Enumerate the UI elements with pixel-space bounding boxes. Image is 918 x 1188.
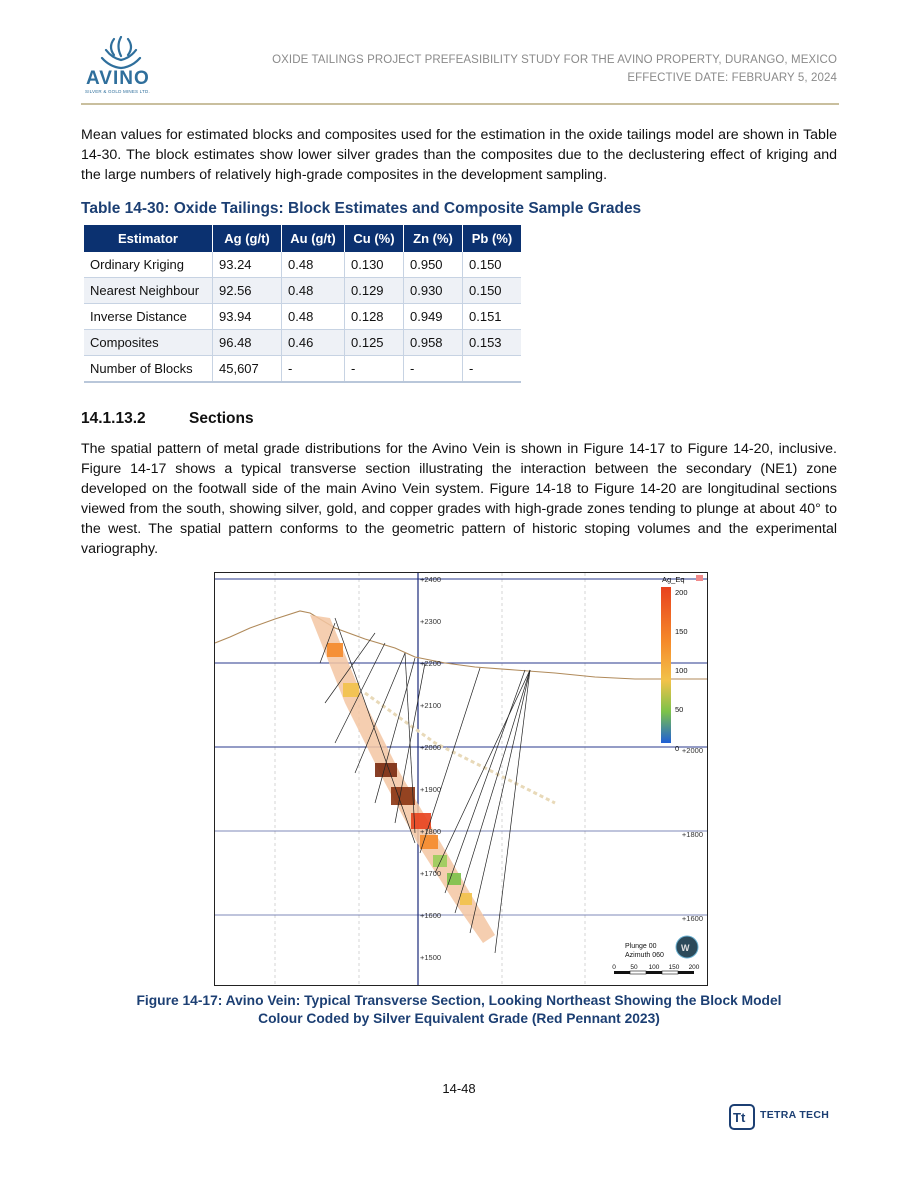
legend-ticks [675,588,688,753]
col-header-cu: Cu (%) [345,225,404,252]
table-cell: 93.94 [213,304,282,330]
table-cell: 0.125 [345,330,404,356]
grades-table [84,225,521,383]
tetra-tech-logo-icon [729,1104,755,1130]
scale-bar [614,971,694,974]
legend-tick-label: 100 [675,666,688,675]
scale-tick-label: 150 [668,964,680,971]
scale-tick-label: 100 [648,964,660,971]
intro-paragraph: Mean values for estimated blocks and composites used for the estimation in the oxide tailings model are shown in Table 14-30. The block estimates show lower silver grades than the composites due to the declustering effect of kriging and the large numbers of relatively high-grade composites in the development sampling. [81,127,837,183]
table-cell: - [463,356,522,383]
elevation-label: +2400 [420,575,442,584]
section-title: Sections [189,410,254,427]
col-header-pb: Pb (%) [463,225,522,252]
legend-tick-label: 200 [675,588,688,597]
table-cell: 0.129 [345,278,404,304]
table-row [84,330,521,356]
elevation-label: +1800 [420,827,442,836]
table-cell: Composites [84,330,213,356]
cross-section-svg [215,573,707,985]
elevation-label: +1900 [420,785,442,794]
section-number: 14.1.13.2 [81,410,146,427]
table-cell: 0.48 [282,304,345,330]
table-cell: Number of Blocks [84,356,213,383]
svg-text:Tt: Tt [733,1110,746,1125]
table-cell: - [404,356,463,383]
table-cell: 92.56 [213,278,282,304]
header-rule [81,103,839,105]
section-paragraph: The spatial pattern of metal grade distributions for the Avino Vein is shown in Figure 14-17 to Figure 14-20, inclusive. Figure 14-17 shows a typical transverse section illustrating the interaction between the secondary (NE1) zone developed on the footwall side of the main Avino Vein system. Figure 14-18 to Figure 14-20 are longitudinal sections viewed from the south, showing silver, gold, and copper grades with high-grade zones tending to plunge at about 40° to the west. The spatial pattern conforms to the geometric pattern of historic stoping volumes and the experimental variography. [81,441,837,557]
legend-title: Ag_Eq [662,575,685,584]
scale-ticks [612,964,700,971]
table-cell: 0.153 [463,330,522,356]
legend-tick-label: 0 [675,744,680,753]
table-cell: - [282,356,345,383]
right-elevation-label: +2000 [681,746,703,755]
company-name: TETRA TECH [760,1109,830,1121]
col-header-au: Au (g/t) [282,225,345,252]
table-cell: Nearest Neighbour [84,278,213,304]
table-cell: 0.48 [282,278,345,304]
table-row [84,356,521,383]
caption-line-2: Colour Coded by Silver Equivalent Grade (Red Pennant 2023) [258,1011,660,1026]
table-header-row [84,225,521,252]
col-header-estimator: Estimator [84,225,213,252]
elevation-label: +1700 [420,869,442,878]
caption-line-1: Figure 14-17: Avino Vein: Typical Transverse Section, Looking Northeast Showing the Block Model [136,993,782,1008]
table-cell: 0.150 [463,278,522,304]
legend-color-bar [661,587,671,743]
table-cell: 0.151 [463,304,522,330]
table-cell: 0.128 [345,304,404,330]
elevation-label: +2100 [420,701,442,710]
elevation-label: +1500 [420,953,442,962]
elevation-label: +2300 [420,617,442,626]
col-header-ag: Ag (g/t) [213,225,282,252]
table-cell: 0.46 [282,330,345,356]
table-cell: 0.930 [404,278,463,304]
table-cell: - [345,356,404,383]
elevation-label: +2200 [420,659,442,668]
col-header-zn: Zn (%) [404,225,463,252]
elevation-label: +1600 [420,911,442,920]
orientation-globe-icon [676,936,698,958]
figure-caption [81,992,837,1028]
elevation-label: +2000 [420,743,442,752]
table-cell: Inverse Distance [84,304,213,330]
table-cell: 45,607 [213,356,282,383]
logo-subtitle: SILVER & GOLD MINES LTD. [85,89,150,94]
table-cell: 0.150 [463,252,522,278]
right-elevation-label: +1800 [681,830,703,839]
table-cell: 93.24 [213,252,282,278]
logo-wordmark: AVINO [86,68,150,89]
table-row [84,304,521,330]
scale-tick-label: 200 [688,964,700,971]
table-cell: Ordinary Kriging [84,252,213,278]
horizontal-section-lines [215,579,707,915]
cross-section-figure [214,572,708,986]
plunge-label: Plunge 00 [625,943,657,950]
azimuth-label: Azimuth 060 [625,952,664,959]
table-row [84,278,521,304]
scale-tick-label: 50 [630,964,638,971]
elevation-labels [420,575,441,962]
topography-line [215,611,707,679]
table-cell: 0.958 [404,330,463,356]
right-elevation-label: +1600 [681,914,703,923]
table-cell: 0.949 [404,304,463,330]
table-cell: 96.48 [213,330,282,356]
page-number: 14-48 [442,1081,476,1096]
scale-tick-label: 0 [612,964,616,971]
header-title: OXIDE TAILINGS PROJECT PREFEASIBILITY STUDY FOR THE AVINO PROPERTY, DURANGO, MEXICO [272,54,837,66]
svg-text:W: W [681,943,690,953]
header-effective-date: EFFECTIVE DATE: FEBRUARY 5, 2024 [627,72,837,84]
legend-tick-label: 50 [675,705,684,714]
legend-tick-label: 150 [675,627,688,636]
legend-close-icon [696,575,703,581]
table-title: Table 14-30: Oxide Tailings: Block Estimates and Composite Sample Grades [81,200,642,217]
table-cell: 0.950 [404,252,463,278]
table-row [84,252,521,278]
table-cell: 0.48 [282,252,345,278]
table-cell: 0.130 [345,252,404,278]
